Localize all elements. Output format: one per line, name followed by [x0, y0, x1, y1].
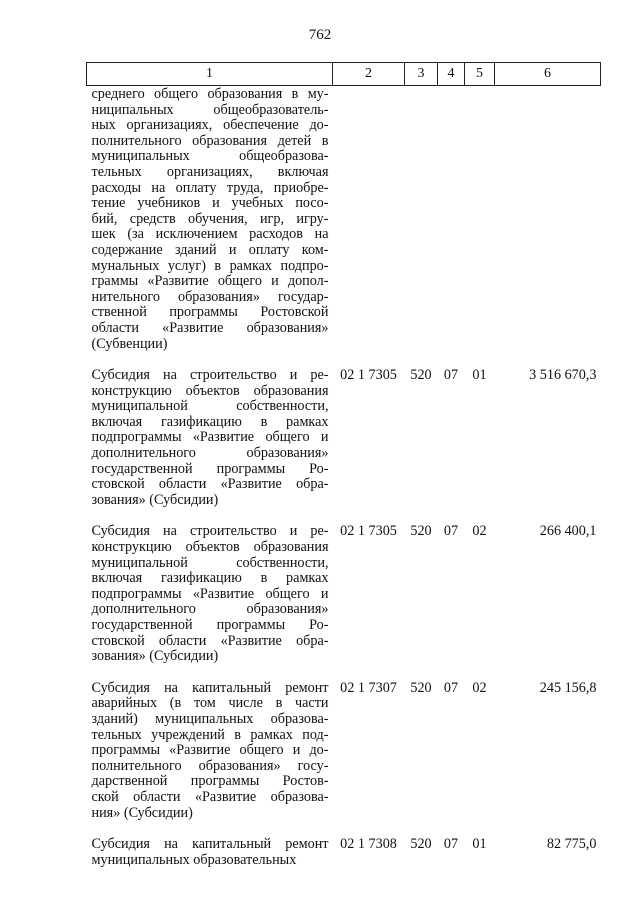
code-cell: 02 1 7305 [340, 523, 397, 540]
subsection-cell: 02 [472, 679, 487, 696]
description-cell [87, 86, 333, 353]
description-line: шек (за исключением расходов на [91, 226, 329, 243]
description-line: Субсидия на капитальный ремонт [91, 836, 329, 853]
subsection-cell: 01 [472, 367, 487, 384]
description-line: муниципальной собственности, [91, 554, 329, 571]
budget-table [86, 62, 601, 868]
description-line: среднего общего образования в му- [91, 86, 329, 102]
description-line: дополнительного образования» [91, 601, 329, 618]
description-line: Субсидия на капитальный ремонт [91, 679, 329, 696]
description-line: тельных учреждений в рамках под- [91, 726, 329, 743]
description-line: стовской области «Развитие обра- [91, 632, 329, 649]
description-line: дарственной программы Ростов- [91, 773, 329, 790]
amount-cell: 245 156,8 [539, 679, 597, 696]
amount-cell: 82 775,0 [546, 836, 597, 853]
description-cell [87, 508, 333, 664]
description-line: подпрограммы «Развитие общего и [91, 585, 329, 602]
table-row [87, 508, 601, 664]
description-line: ственной программы Ростовской [91, 304, 329, 321]
expense-type-cell: 520 [410, 523, 432, 540]
code-cell: 02 1 7305 [340, 367, 397, 384]
header-cell: 2 [333, 63, 405, 86]
description-line: Субсидия на строительство и ре- [91, 367, 329, 384]
description-line: нительного образования» государ- [91, 288, 329, 305]
description-line: ных организациях, обеспечение до- [91, 117, 329, 134]
description-line: подпрограммы «Развитие общего и [91, 429, 329, 446]
section-cell: 07 [443, 523, 459, 540]
table-row [87, 665, 601, 821]
header-cell: 3 [405, 63, 438, 86]
code-cell: 02 1 7307 [340, 679, 397, 696]
section-cell: 07 [443, 679, 459, 696]
description-line: включая газификацию в рамках [91, 413, 329, 430]
table-row [87, 821, 601, 868]
description-line: аварийных (в том числе в части [91, 695, 329, 712]
description-line: конструкцию объектов образования [91, 539, 329, 556]
description-line: включая газификацию в рамках [91, 570, 329, 587]
description-line: муниципальных образовательных [91, 851, 297, 868]
header-cell: 1 [87, 63, 333, 86]
description-cell [87, 352, 333, 508]
description-line: полнительного образования детей в [91, 132, 329, 149]
description-line: конструкцию объектов образования [91, 382, 329, 399]
expense-type-cell [405, 86, 438, 353]
expense-type-cell: 520 [410, 679, 432, 696]
description-line: граммы «Развитие общего и допол- [91, 273, 329, 290]
subsection-cell: 02 [472, 523, 487, 540]
description-line: расходы на оплату труда, приобре- [91, 179, 329, 196]
code-cell: 02 1 7308 [340, 836, 397, 853]
description-line: бий, средств обучения, игр, игру- [91, 210, 329, 227]
description-line: содержание зданий и оплату ком- [91, 241, 329, 258]
table-row [87, 352, 601, 508]
description-line: муниципальной собственности, [91, 398, 329, 415]
description-line: зданий) муниципальных образова- [91, 710, 329, 727]
table-row [87, 86, 601, 353]
description-cell [87, 665, 333, 821]
page-number: 762 [308, 27, 332, 43]
expense-type-cell: 520 [410, 367, 432, 384]
subsection-cell [465, 86, 495, 353]
header-cell: 6 [495, 63, 601, 86]
description-line: программы «Развитие общего и до- [91, 742, 329, 759]
description-line: ской области «Развитие образова- [91, 788, 329, 805]
description-line: (Субвенции) [91, 335, 168, 352]
description-line: дополнительного образования» [91, 445, 329, 462]
amount-cell [495, 86, 601, 353]
description-line: тельных организациях, включая [91, 163, 329, 180]
description-line: муниципальных общеобразова- [91, 148, 329, 165]
description-line: ниципальных общеобразователь- [91, 101, 329, 118]
amount-cell: 266 400,1 [539, 523, 597, 540]
description-line: государственной программы Ро- [91, 617, 329, 633]
section-cell: 07 [443, 836, 459, 853]
section-cell: 07 [443, 367, 459, 384]
header-cell: 4 [438, 63, 465, 86]
description-line: стовской области «Развитие обра- [91, 476, 329, 493]
description-cell [87, 821, 333, 868]
expense-type-cell: 520 [410, 836, 432, 853]
description-line: Субсидия на строительство и ре- [91, 523, 329, 540]
description-line: тение учебников и учебных посо- [91, 195, 329, 212]
description-line: государственной программы Ро- [91, 460, 329, 477]
code-cell [333, 86, 405, 353]
description-line: области «Развитие образования» [91, 319, 329, 336]
description-line: мунальных услуг) в рамках подпро- [91, 257, 329, 274]
header-row [87, 63, 601, 86]
subsection-cell: 01 [472, 836, 487, 853]
header-cell: 5 [465, 63, 495, 86]
table-body [87, 86, 601, 869]
description-line: полнительного образования» госу- [91, 757, 329, 774]
section-cell [438, 86, 465, 353]
description-line: ния» (Субсидии) [91, 804, 193, 821]
amount-cell: 3 516 670,3 [529, 367, 597, 384]
description-line: зования» (Субсидии) [91, 648, 219, 665]
description-line: зования» (Субсидии) [91, 491, 219, 508]
